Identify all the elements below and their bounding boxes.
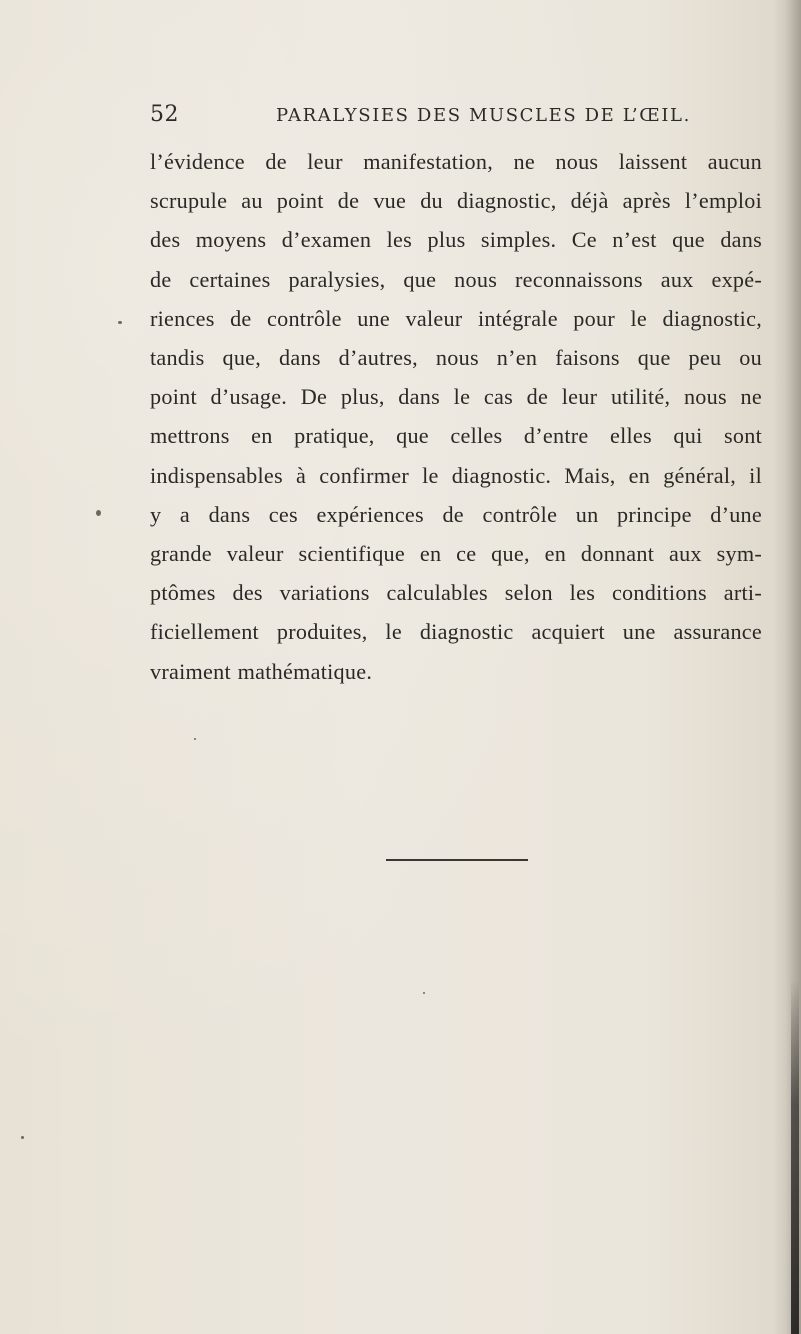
running-head [150, 102, 740, 134]
text-line: vraiment mathématique. [150, 658, 373, 684]
page-number: 52 [150, 102, 179, 127]
text-line: ficiellement produites, le diagnostic acquiert une assurance [150, 619, 762, 645]
paper-speck [194, 738, 196, 740]
paper-speck [423, 992, 425, 994]
text-line: point d’usage. De plus, dans le cas de leur utilité, nous ne [150, 384, 762, 410]
page-edge-dark [791, 980, 799, 1334]
text-line: grande valeur scientifique en ce que, en donnant aux sym- [150, 541, 762, 567]
body-paragraph [150, 142, 762, 691]
text-line: des moyens d’examen les plus simples. Ce n’est que dans [150, 227, 762, 253]
text-line: indispensables à confirmer le diagnostic. Mais, en général, il [150, 462, 762, 488]
running-title: PARALYSIES DES MUSCLES DE L’ŒIL. [276, 105, 691, 126]
paper-speck [21, 1136, 24, 1139]
text-line: l’évidence de leur manifestation, ne nous laissent aucun [150, 149, 762, 174]
text-line: tandis que, dans d’autres, nous n’en faisons que peu ou [150, 345, 762, 371]
text-line: y a dans ces expériences de contrôle un principe d’une [150, 501, 762, 527]
section-divider [386, 859, 528, 861]
text-line: riences de contrôle une valeur intégrale pour le diagnostic, [150, 305, 762, 331]
paper-speck [96, 510, 101, 516]
text-line: ptômes des variations calculables selon les conditions arti- [150, 580, 762, 606]
text-line: de certaines paralysies, que nous reconnaissons aux expé- [150, 266, 762, 292]
text-line: mettrons en pratique, que celles d’entre elles qui sont [150, 423, 762, 449]
paper-speck [118, 321, 122, 324]
text-line: scrupule au point de vue du diagnostic, déjà après l’emploi [150, 188, 762, 214]
page-edge-shadow [773, 0, 801, 1334]
